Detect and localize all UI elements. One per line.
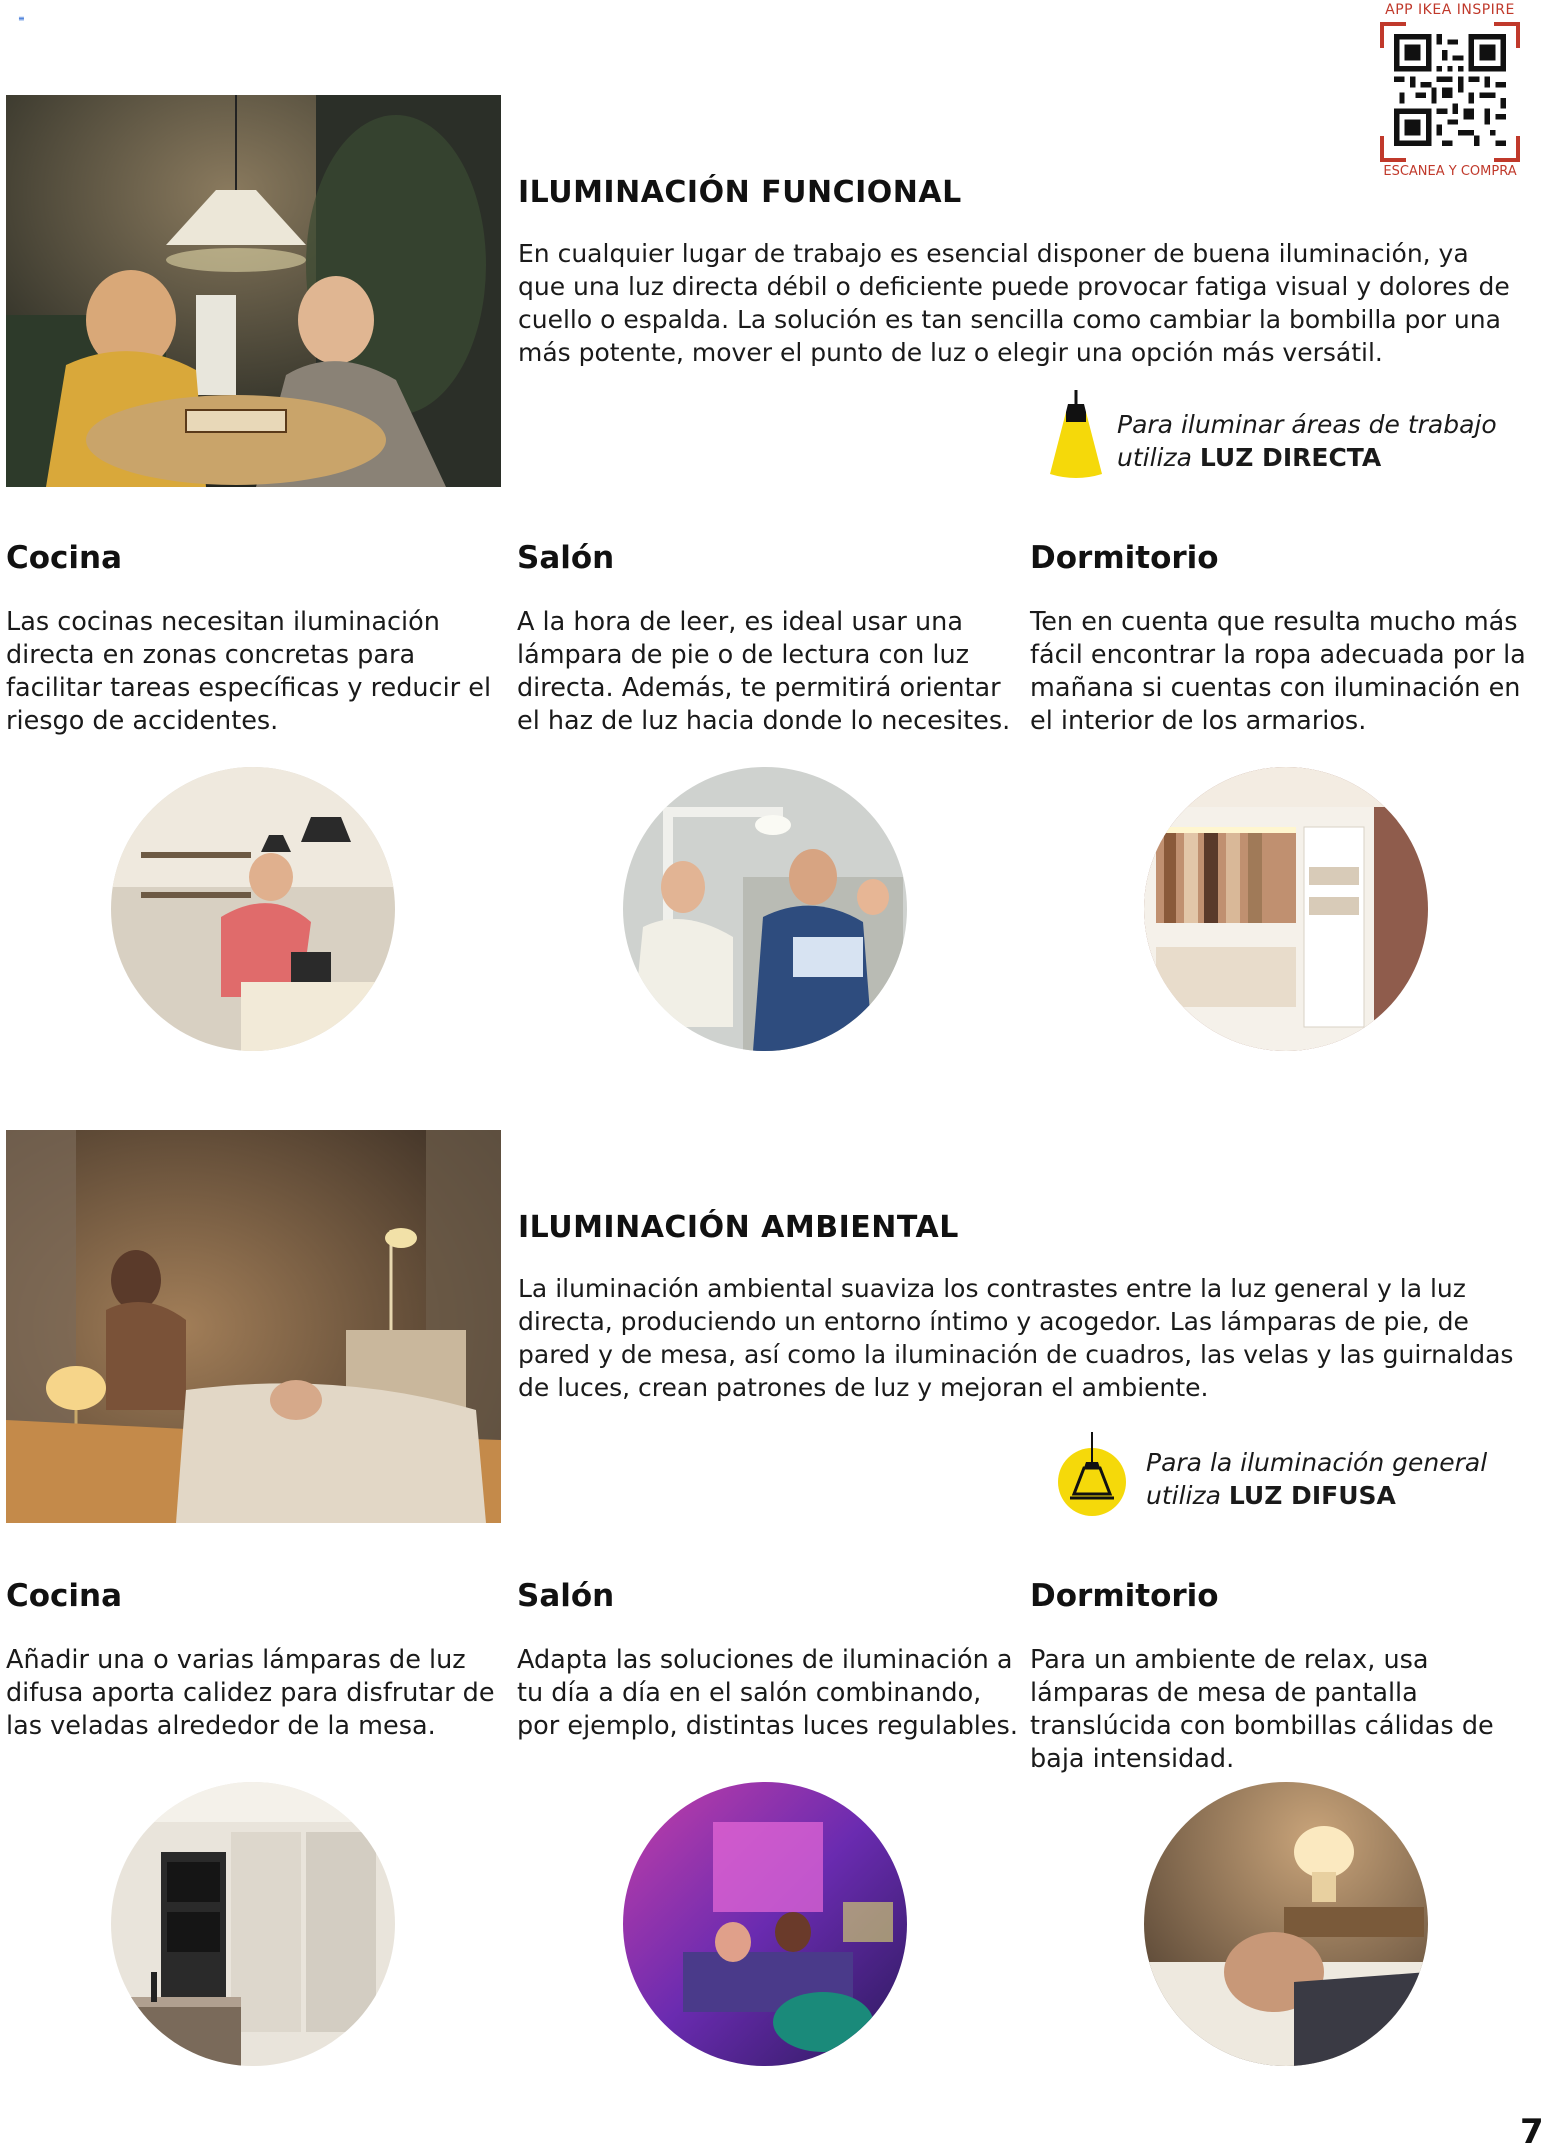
tip-functional-bold: LUZ DIRECTA bbox=[1199, 443, 1382, 472]
page-marker: ≡ bbox=[18, 14, 25, 23]
pendant-lamp-diffuse-icon bbox=[1056, 1432, 1128, 1516]
col-title-living-functional: Salón bbox=[517, 540, 615, 576]
col-text-kitchen-functional: Las cocinas necesitan iluminación directa en zonas concretas para facilitar tareas específicas y reducir el riesgo de accidentes. bbox=[6, 607, 492, 736]
col-text-living-ambient: Adapta las soluciones de iluminación a tu día a día en el salón combinando, por ejemplo, distintas luces regulables. bbox=[517, 1645, 1018, 1741]
qr-frame bbox=[1380, 22, 1520, 162]
qr-block[interactable] bbox=[1375, 0, 1525, 185]
tip-ambient-prefix: utiliza bbox=[1146, 1481, 1221, 1510]
pendant-lamp-direct-icon bbox=[1046, 390, 1106, 480]
tip-ambient-bold: LUZ DIFUSA bbox=[1228, 1481, 1396, 1510]
photo-living-ambient bbox=[623, 1782, 907, 2066]
col-title-kitchen-functional: Cocina bbox=[6, 540, 123, 576]
intro-ambient: La iluminación ambiental suaviza los contrastes entre la luz general y la luz directa, produciendo un entorno íntimo y acogedor. Las lámparas de pie, de pared y de mesa, así como la iluminación de cuadros, las velas y las guirnaldas de luces, crean patrones de luz y mejoran el ambiente. bbox=[518, 1274, 1514, 1402]
col-title-bedroom-ambient: Dormitorio bbox=[1030, 1578, 1219, 1614]
photo-bedroom-ambient bbox=[1144, 1782, 1428, 2066]
col-text-bedroom-functional: Ten en cuenta que resulta mucho más fácil encontrar la ropa adecuada por la mañana si cuentas con iluminación en el interior de los armarios. bbox=[1030, 607, 1526, 736]
col-title-kitchen-ambient: Cocina bbox=[6, 1578, 123, 1614]
photo-kitchen-functional bbox=[111, 767, 395, 1051]
qr-footer: ESCANEA Y COMPRA bbox=[1383, 164, 1517, 179]
col-text-living-functional: A la hora de leer, es ideal usar una lámpara de pie o de lectura con luz directa. Además, te permitirá orientar el haz de luz hacia donde lo necesites. bbox=[517, 607, 1011, 736]
col-text-kitchen-ambient: Añadir una o varias lámparas de luz difusa aporta calidez para disfrutar de las veladas alrededor de la mesa. bbox=[6, 1645, 495, 1741]
hero-photo-ambient bbox=[6, 1130, 501, 1523]
qr-title: APP IKEA INSPIRE bbox=[1385, 2, 1515, 18]
photo-bedroom-functional bbox=[1144, 767, 1428, 1051]
section-title-functional: ILUMINACIÓN FUNCIONAL bbox=[518, 175, 962, 210]
photo-living-functional bbox=[623, 767, 907, 1051]
tip-functional-prefix: utiliza bbox=[1117, 443, 1192, 472]
col-title-living-ambient: Salón bbox=[517, 1578, 615, 1614]
col-text-bedroom-ambient: Para un ambiente de relax, usa lámparas de mesa de pantalla translúcida con bombillas cálidas de baja intensidad. bbox=[1030, 1645, 1494, 1774]
tip-ambient-line1: Para la iluminación general bbox=[1146, 1448, 1488, 1477]
page-number: 7 bbox=[1520, 2112, 1544, 2152]
col-title-bedroom-functional: Dormitorio bbox=[1030, 540, 1219, 576]
intro-functional: En cualquier lugar de trabajo es esencial disponer de buena iluminación, ya que una luz directa débil o deficiente puede provocar fatiga visual y dolores de cuello o espalda. La solución es tan sencilla como cambiar la bombilla por una más potente, mover el punto de luz o elegir una opción más versátil. bbox=[518, 239, 1510, 367]
hero-photo-functional bbox=[6, 95, 501, 487]
tip-ambient bbox=[1146, 1446, 1526, 1512]
tip-functional-line1: Para iluminar áreas de trabajo bbox=[1117, 410, 1497, 439]
qr-code-icon[interactable] bbox=[1394, 34, 1506, 146]
section-title-ambient: ILUMINACIÓN AMBIENTAL bbox=[518, 1210, 959, 1245]
tip-functional bbox=[1117, 408, 1517, 474]
photo-kitchen-ambient bbox=[111, 1782, 395, 2066]
